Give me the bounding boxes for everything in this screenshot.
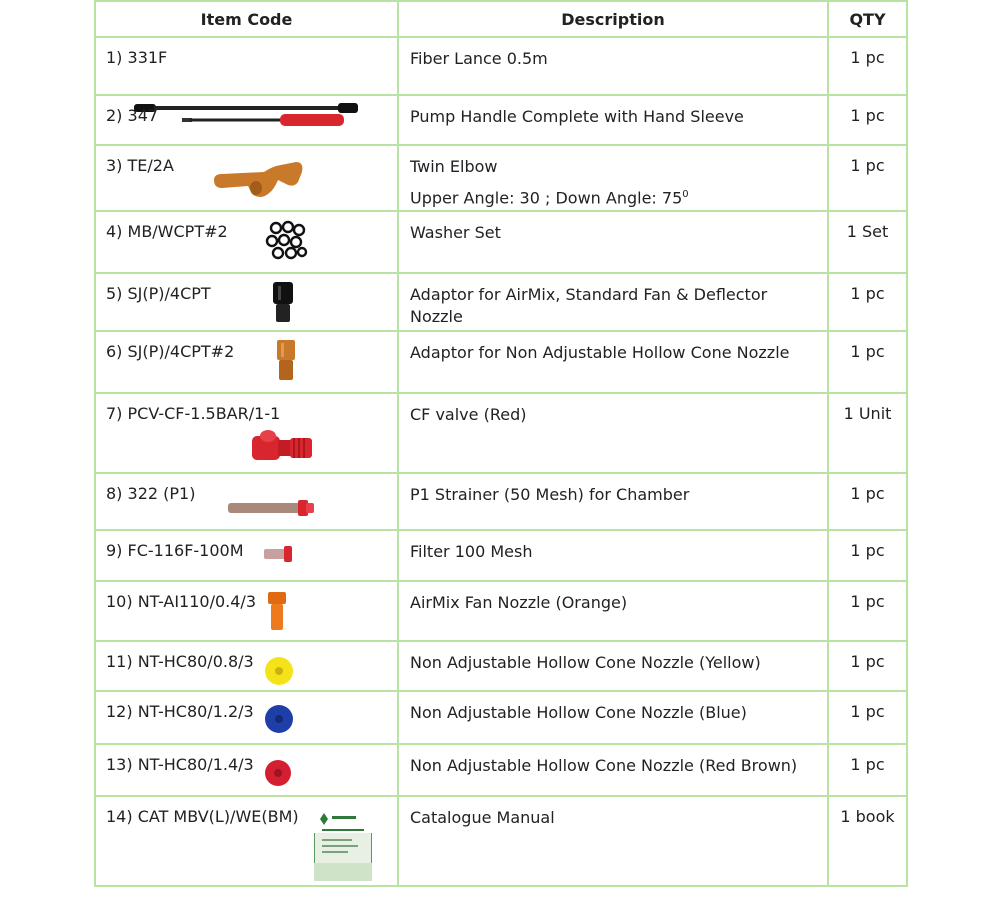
item-code-cell xyxy=(95,473,398,530)
washer-set-icon xyxy=(264,220,308,260)
qty-cell: 1 book xyxy=(828,796,907,886)
filter-icon xyxy=(264,545,294,563)
description: Adaptor for AirMix, Standard Fan & Deflector Nozzle xyxy=(410,285,768,326)
parts-table xyxy=(94,0,908,887)
item-code: 1) 331F xyxy=(106,48,168,67)
description-cell xyxy=(398,796,828,886)
item-code-cell xyxy=(95,331,398,393)
description: Twin Elbow xyxy=(410,157,498,176)
qty-cell: 1 pc xyxy=(828,530,907,581)
description-angles xyxy=(410,184,817,209)
table-row xyxy=(95,145,907,211)
item-code-cell xyxy=(95,211,398,273)
qty-cell: 1 pc xyxy=(828,37,907,95)
description: CF valve (Red) xyxy=(410,405,527,424)
qty-cell: 1 pc xyxy=(828,641,907,691)
description: Pump Handle Complete with Hand Sleeve xyxy=(410,107,744,126)
table-row xyxy=(95,95,907,145)
description-cell xyxy=(398,530,828,581)
qty-cell: 1 pc xyxy=(828,581,907,641)
orange-nozzle-icon xyxy=(268,592,286,632)
blue-nozzle-icon xyxy=(264,704,294,734)
catalogue-manual-icon xyxy=(314,803,372,881)
item-code-cell xyxy=(95,796,398,886)
table-row xyxy=(95,273,907,331)
table-row xyxy=(95,530,907,581)
description-cell xyxy=(398,581,828,641)
header-item-code: Item Code xyxy=(95,1,398,37)
description-cell xyxy=(398,331,828,393)
table-row xyxy=(95,473,907,530)
twin-elbow-icon xyxy=(212,160,306,200)
cf-valve-icon xyxy=(252,428,314,466)
table-row xyxy=(95,211,907,273)
table-row xyxy=(95,796,907,886)
item-code: 7) PCV-CF-1.5BAR/1-1 xyxy=(106,404,281,423)
red-brown-nozzle-icon xyxy=(264,759,292,787)
item-code: 6) SJ(P)/4CPT#2 xyxy=(106,342,235,361)
table-row xyxy=(95,744,907,796)
item-code-cell xyxy=(95,581,398,641)
item-code: 3) TE/2A xyxy=(106,156,174,175)
qty-cell: 1 pc xyxy=(828,145,907,211)
qty-cell: 1 pc xyxy=(828,473,907,530)
item-code-cell xyxy=(95,95,398,145)
qty-cell: 1 pc xyxy=(828,95,907,145)
description-cell xyxy=(398,37,828,95)
description: Non Adjustable Hollow Cone Nozzle (Yellow) xyxy=(410,653,761,672)
header-description: Description xyxy=(398,1,828,37)
description-cell xyxy=(398,211,828,273)
item-code-cell xyxy=(95,641,398,691)
strainer-icon xyxy=(228,498,316,518)
item-code: 11) NT-HC80/0.8/3 xyxy=(106,652,254,671)
black-adaptor-icon xyxy=(272,282,294,324)
description: P1 Strainer (50 Mesh) for Chamber xyxy=(410,485,690,504)
description: Washer Set xyxy=(410,223,501,242)
qty-cell: 1 Unit xyxy=(828,393,907,473)
table-row xyxy=(95,581,907,641)
description: Non Adjustable Hollow Cone Nozzle (Blue) xyxy=(410,703,747,722)
qty-cell: 1 pc xyxy=(828,744,907,796)
table-row xyxy=(95,691,907,744)
description-cell xyxy=(398,393,828,473)
header-row xyxy=(95,1,907,37)
description-cell xyxy=(398,145,828,211)
item-code: 10) NT-AI110/0.4/3 xyxy=(106,592,256,611)
qty-cell: 1 pc xyxy=(828,273,907,331)
item-code: 13) NT-HC80/1.4/3 xyxy=(106,755,254,774)
description-cell xyxy=(398,744,828,796)
pump-handle-icon xyxy=(182,112,346,128)
description: Non Adjustable Hollow Cone Nozzle (Red Brown) xyxy=(410,756,798,775)
item-code-cell xyxy=(95,393,398,473)
description-cell xyxy=(398,473,828,530)
angle-text: Upper Angle: 30 ; Down Angle: 75 xyxy=(410,188,683,208)
angle-superscript: 0 xyxy=(682,189,689,200)
header-qty: QTY xyxy=(828,1,907,37)
description: Filter 100 Mesh xyxy=(410,542,533,561)
description-cell xyxy=(398,691,828,744)
item-code: 14) CAT MBV(L)/WE(BM) xyxy=(106,807,299,826)
item-code: 8) 322 (P1) xyxy=(106,484,196,503)
table-row xyxy=(95,641,907,691)
qty-cell: 1 Set xyxy=(828,211,907,273)
yellow-nozzle-icon xyxy=(264,656,294,686)
item-code: 5) SJ(P)/4CPT xyxy=(106,284,211,303)
item-code-cell xyxy=(95,37,398,95)
table-row xyxy=(95,331,907,393)
table-row xyxy=(95,393,907,473)
item-code-cell xyxy=(95,273,398,331)
item-code: 12) NT-HC80/1.2/3 xyxy=(106,702,254,721)
description-cell xyxy=(398,641,828,691)
description: Catalogue Manual xyxy=(410,808,555,827)
description: Fiber Lance 0.5m xyxy=(410,49,548,68)
description: Adaptor for Non Adjustable Hollow Cone Nozzle xyxy=(410,343,790,362)
item-code: 4) MB/WCPT#2 xyxy=(106,222,228,241)
table-row xyxy=(95,37,907,95)
qty-cell: 1 pc xyxy=(828,691,907,744)
item-code-cell xyxy=(95,530,398,581)
brown-adaptor-icon xyxy=(276,340,296,382)
qty-cell: 1 pc xyxy=(828,331,907,393)
description: AirMix Fan Nozzle (Orange) xyxy=(410,593,628,612)
item-code: 9) FC-116F-100M xyxy=(106,541,244,560)
item-code-cell xyxy=(95,145,398,211)
item-code-cell xyxy=(95,744,398,796)
description-cell xyxy=(398,95,828,145)
item-code-cell xyxy=(95,691,398,744)
description-cell xyxy=(398,273,828,331)
item-code: 2) 347 xyxy=(106,106,159,125)
